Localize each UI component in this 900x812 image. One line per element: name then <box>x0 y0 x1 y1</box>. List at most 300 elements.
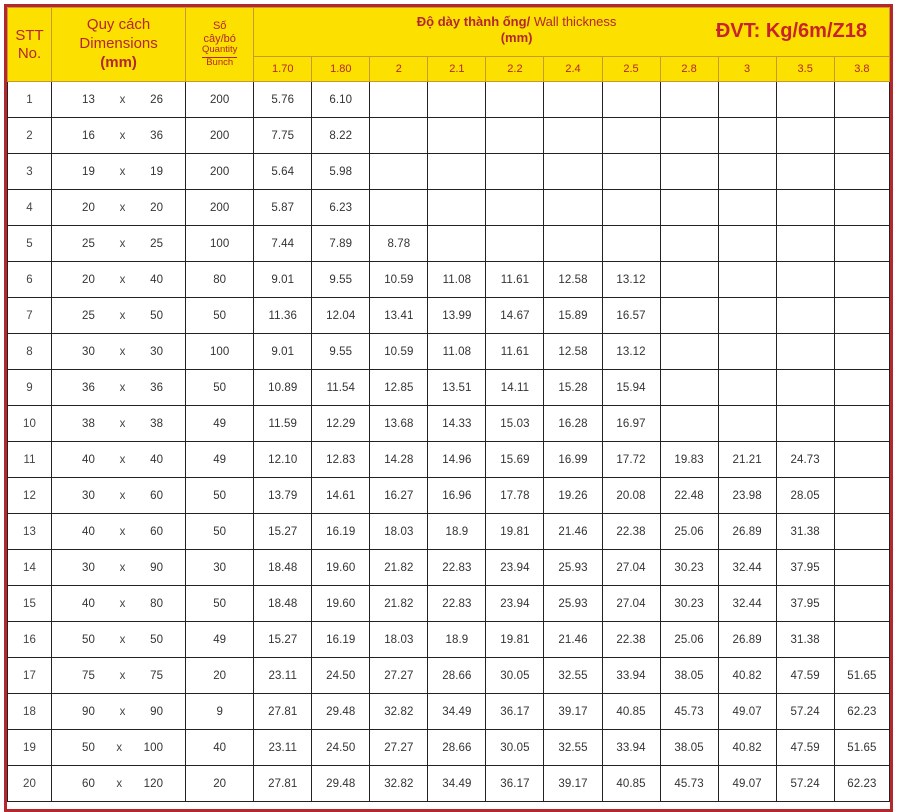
weight-cell <box>660 118 718 154</box>
weight-cell <box>834 118 889 154</box>
row-dimensions <box>52 442 186 478</box>
weight-cell: 24.50 <box>312 658 370 694</box>
weight-cell: 11.61 <box>486 262 544 298</box>
dim-separator: x <box>119 561 126 574</box>
weight-cell: 23.98 <box>718 478 776 514</box>
dim-a: 30 <box>82 561 96 574</box>
row-quantity: 20 <box>186 766 254 802</box>
weight-cell: 22.48 <box>660 478 718 514</box>
weight-cell <box>544 82 602 118</box>
row-dimensions <box>52 370 186 406</box>
weight-cell <box>486 82 544 118</box>
weight-cell <box>718 82 776 118</box>
dim-a: 30 <box>82 489 96 502</box>
row-number: 19 <box>8 730 52 766</box>
dim-a: 50 <box>82 741 96 754</box>
weight-cell: 39.17 <box>544 766 602 802</box>
table-header <box>8 8 890 82</box>
weight-cell: 11.61 <box>486 334 544 370</box>
weight-cell: 12.04 <box>312 298 370 334</box>
dim-separator: x <box>119 705 126 718</box>
weight-cell: 12.85 <box>370 370 428 406</box>
weight-cell: 22.83 <box>428 550 486 586</box>
weight-cell <box>370 118 428 154</box>
weight-cell: 15.69 <box>486 442 544 478</box>
table-row <box>8 118 890 154</box>
dim-b: 100 <box>143 741 164 754</box>
weight-cell <box>602 190 660 226</box>
weight-cell <box>428 154 486 190</box>
weight-cell: 13.12 <box>602 262 660 298</box>
weight-cell: 13.99 <box>428 298 486 334</box>
weight-cell: 14.11 <box>486 370 544 406</box>
stt-label: STT <box>15 26 44 44</box>
weight-cell <box>776 118 834 154</box>
dim-separator: x <box>119 165 126 178</box>
weight-cell <box>834 82 889 118</box>
weight-cell: 26.89 <box>718 622 776 658</box>
row-quantity: 49 <box>186 622 254 658</box>
weight-cell: 19.60 <box>312 586 370 622</box>
dim-a: 19 <box>82 165 96 178</box>
dim-separator: x <box>119 273 126 286</box>
weight-cell: 14.96 <box>428 442 486 478</box>
weight-cell <box>834 406 889 442</box>
table-row <box>8 334 890 370</box>
weight-cell: 62.23 <box>834 694 889 730</box>
dim-a: 25 <box>82 237 96 250</box>
row-quantity: 49 <box>186 406 254 442</box>
weight-cell <box>544 190 602 226</box>
weight-cell: 27.81 <box>254 766 312 802</box>
dim-b: 36 <box>150 381 164 394</box>
weight-cell: 7.89 <box>312 226 370 262</box>
weight-cell: 57.24 <box>776 766 834 802</box>
weight-cell <box>718 190 776 226</box>
thickness-header: 1.80 <box>312 57 370 82</box>
weight-cell <box>718 154 776 190</box>
dim-a: 25 <box>82 309 96 322</box>
weight-cell <box>660 154 718 190</box>
dim-separator: x <box>119 201 126 214</box>
weight-cell: 32.44 <box>718 550 776 586</box>
row-quantity: 50 <box>186 586 254 622</box>
weight-cell: 16.19 <box>312 514 370 550</box>
dim-separator: x <box>119 345 126 358</box>
table-row <box>8 406 890 442</box>
dim-unit: (mm) <box>100 53 137 71</box>
dim-separator: x <box>119 237 126 250</box>
row-quantity: 50 <box>186 514 254 550</box>
weight-cell <box>660 190 718 226</box>
weight-cell: 40.82 <box>718 658 776 694</box>
weight-cell: 8.22 <box>312 118 370 154</box>
weight-cell: 30.23 <box>660 550 718 586</box>
weight-cell <box>660 370 718 406</box>
weight-cell <box>834 370 889 406</box>
row-number: 5 <box>8 226 52 262</box>
weight-cell: 17.78 <box>486 478 544 514</box>
weight-cell: 40.85 <box>602 766 660 802</box>
weight-cell <box>660 226 718 262</box>
weight-cell: 57.24 <box>776 694 834 730</box>
table-body <box>8 82 890 802</box>
row-number: 14 <box>8 550 52 586</box>
weight-cell: 37.95 <box>776 586 834 622</box>
row-quantity: 40 <box>186 730 254 766</box>
table-row <box>8 298 890 334</box>
dim-a: 38 <box>82 417 96 430</box>
weight-cell: 27.81 <box>254 694 312 730</box>
weight-cell: 34.49 <box>428 694 486 730</box>
weight-cell <box>834 622 889 658</box>
no-label: No. <box>17 44 42 62</box>
weight-cell <box>370 190 428 226</box>
weight-cell <box>602 118 660 154</box>
row-quantity: 30 <box>186 550 254 586</box>
weight-cell <box>834 550 889 586</box>
weight-cell: 33.94 <box>602 658 660 694</box>
table-row <box>8 550 890 586</box>
weight-cell: 5.64 <box>254 154 312 190</box>
weight-cell <box>718 118 776 154</box>
dim-separator: x <box>119 597 126 610</box>
weight-cell: 13.79 <box>254 478 312 514</box>
weight-cell <box>486 118 544 154</box>
weight-cell: 62.23 <box>834 766 889 802</box>
thickness-header: 2 <box>370 57 428 82</box>
header-dimensions <box>52 8 186 82</box>
weight-cell <box>776 262 834 298</box>
weight-cell: 5.87 <box>254 190 312 226</box>
weight-cell: 27.04 <box>602 550 660 586</box>
dim-b: 30 <box>150 345 164 358</box>
weight-cell: 13.68 <box>370 406 428 442</box>
row-number: 6 <box>8 262 52 298</box>
row-quantity: 9 <box>186 694 254 730</box>
weight-cell <box>834 190 889 226</box>
thickness-header: 3.8 <box>834 57 889 82</box>
weight-cell: 49.07 <box>718 694 776 730</box>
dim-b: 40 <box>150 273 164 286</box>
table-row <box>8 82 890 118</box>
weight-cell <box>370 154 428 190</box>
weight-cell: 24.50 <box>312 730 370 766</box>
table-row <box>8 478 890 514</box>
weight-cell <box>776 82 834 118</box>
dim-a: 20 <box>82 273 96 286</box>
weight-cell <box>834 514 889 550</box>
weight-cell: 25.06 <box>660 514 718 550</box>
weight-cell <box>544 154 602 190</box>
weight-cell: 16.19 <box>312 622 370 658</box>
weight-cell: 32.55 <box>544 658 602 694</box>
weight-cell: 28.66 <box>428 730 486 766</box>
weight-cell <box>660 82 718 118</box>
weight-cell: 34.49 <box>428 766 486 802</box>
table-row <box>8 622 890 658</box>
table-row <box>8 262 890 298</box>
dim-separator: x <box>116 741 123 754</box>
weight-cell <box>428 118 486 154</box>
qty-label-3: Quantity <box>202 45 237 58</box>
table-row <box>8 658 890 694</box>
dim-b: 20 <box>150 201 164 214</box>
weight-cell: 19.81 <box>486 514 544 550</box>
weight-cell: 33.94 <box>602 730 660 766</box>
weight-cell <box>602 226 660 262</box>
weight-cell: 23.94 <box>486 586 544 622</box>
weight-cell: 32.44 <box>718 586 776 622</box>
weight-cell: 18.9 <box>428 514 486 550</box>
row-dimensions <box>52 190 186 226</box>
dim-a: 36 <box>82 381 96 394</box>
weight-cell <box>718 298 776 334</box>
weight-cell: 7.44 <box>254 226 312 262</box>
weight-cell: 22.38 <box>602 514 660 550</box>
weight-cell: 38.05 <box>660 730 718 766</box>
weight-cell <box>776 226 834 262</box>
dim-separator: x <box>119 525 126 538</box>
weight-cell: 13.51 <box>428 370 486 406</box>
dim-separator: x <box>119 309 126 322</box>
weight-cell: 28.66 <box>428 658 486 694</box>
weight-cell: 15.94 <box>602 370 660 406</box>
thickness-header: 3.5 <box>776 57 834 82</box>
weight-cell <box>486 226 544 262</box>
weight-cell <box>602 82 660 118</box>
weight-cell: 10.89 <box>254 370 312 406</box>
weight-cell <box>776 190 834 226</box>
weight-cell <box>776 370 834 406</box>
thickness-header: 1.70 <box>254 57 312 82</box>
table-row <box>8 586 890 622</box>
weight-cell: 23.94 <box>486 550 544 586</box>
dim-a: 50 <box>82 633 96 646</box>
weight-cell: 26.89 <box>718 514 776 550</box>
dim-b: 80 <box>150 597 164 610</box>
weight-cell <box>834 154 889 190</box>
weight-cell: 11.08 <box>428 334 486 370</box>
weight-cell: 5.98 <box>312 154 370 190</box>
weight-cell: 38.05 <box>660 658 718 694</box>
weight-cell: 12.10 <box>254 442 312 478</box>
weight-cell: 15.89 <box>544 298 602 334</box>
weight-cell: 32.82 <box>370 694 428 730</box>
weight-cell <box>776 334 834 370</box>
dim-separator: x <box>119 417 126 430</box>
row-quantity: 50 <box>186 478 254 514</box>
dim-b: 19 <box>150 165 164 178</box>
weight-cell <box>718 334 776 370</box>
weight-cell: 29.48 <box>312 766 370 802</box>
weight-cell: 24.73 <box>776 442 834 478</box>
weight-cell: 12.58 <box>544 262 602 298</box>
weight-cell: 14.33 <box>428 406 486 442</box>
dim-b: 50 <box>150 633 164 646</box>
weight-cell: 19.83 <box>660 442 718 478</box>
weight-cell: 18.48 <box>254 550 312 586</box>
dim-separator: x <box>119 93 126 106</box>
weight-cell <box>486 154 544 190</box>
dim-b: 25 <box>150 237 164 250</box>
dim-separator: x <box>119 129 126 142</box>
weight-cell: 22.83 <box>428 586 486 622</box>
weight-cell: 18.9 <box>428 622 486 658</box>
row-dimensions <box>52 154 186 190</box>
weight-cell: 13.12 <box>602 334 660 370</box>
dim-b: 38 <box>150 417 164 430</box>
weight-cell: 9.55 <box>312 334 370 370</box>
dim-a: 40 <box>82 525 96 538</box>
weight-cell: 49.07 <box>718 766 776 802</box>
row-dimensions <box>52 262 186 298</box>
thickness-header: 2.4 <box>544 57 602 82</box>
weight-cell: 21.21 <box>718 442 776 478</box>
header-stt <box>8 8 52 82</box>
weight-cell <box>370 82 428 118</box>
weight-cell: 15.28 <box>544 370 602 406</box>
row-number: 15 <box>8 586 52 622</box>
weight-cell: 23.11 <box>254 658 312 694</box>
thick-label-en: Wall thickness <box>533 14 617 29</box>
dim-b: 40 <box>150 453 164 466</box>
row-number: 18 <box>8 694 52 730</box>
weight-cell: 29.48 <box>312 694 370 730</box>
table-row <box>8 766 890 802</box>
dim-separator: x <box>119 453 126 466</box>
dim-separator: x <box>119 669 126 682</box>
weight-cell: 19.26 <box>544 478 602 514</box>
row-quantity: 100 <box>186 334 254 370</box>
weight-cell <box>834 334 889 370</box>
table-row <box>8 442 890 478</box>
weight-cell: 36.17 <box>486 766 544 802</box>
dim-separator: x <box>119 633 126 646</box>
thick-unit: (mm) <box>500 29 533 45</box>
weight-cell <box>718 406 776 442</box>
weight-cell: 16.97 <box>602 406 660 442</box>
thickness-header: 2.1 <box>428 57 486 82</box>
weight-cell <box>660 298 718 334</box>
row-dimensions <box>52 298 186 334</box>
dim-a: 40 <box>82 453 96 466</box>
dim-b: 90 <box>150 705 164 718</box>
weight-cell: 32.55 <box>544 730 602 766</box>
row-quantity: 200 <box>186 82 254 118</box>
weight-cell: 14.28 <box>370 442 428 478</box>
steel-tube-weight-table <box>7 7 890 802</box>
weight-cell <box>834 586 889 622</box>
weight-cell: 16.57 <box>602 298 660 334</box>
weight-cell: 14.61 <box>312 478 370 514</box>
thickness-header: 2.5 <box>602 57 660 82</box>
weight-cell: 10.59 <box>370 262 428 298</box>
weight-cell: 8.78 <box>370 226 428 262</box>
weight-cell: 27.27 <box>370 658 428 694</box>
table-row <box>8 226 890 262</box>
weight-cell: 9.01 <box>254 334 312 370</box>
dim-a: 40 <box>82 597 96 610</box>
weight-cell <box>834 442 889 478</box>
weight-cell: 37.95 <box>776 550 834 586</box>
row-number: 7 <box>8 298 52 334</box>
dim-a: 20 <box>82 201 96 214</box>
weight-cell: 12.83 <box>312 442 370 478</box>
weight-cell: 19.81 <box>486 622 544 658</box>
row-number: 13 <box>8 514 52 550</box>
table-row <box>8 370 890 406</box>
row-dimensions <box>52 694 186 730</box>
row-quantity: 49 <box>186 442 254 478</box>
weight-cell: 17.72 <box>602 442 660 478</box>
row-quantity: 20 <box>186 658 254 694</box>
dim-separator: x <box>119 381 126 394</box>
row-dimensions <box>52 622 186 658</box>
weight-cell: 16.28 <box>544 406 602 442</box>
row-quantity: 200 <box>186 118 254 154</box>
spec-table-frame <box>4 4 893 812</box>
weight-cell: 47.59 <box>776 730 834 766</box>
dim-b: 50 <box>150 309 164 322</box>
weight-cell: 18.03 <box>370 514 428 550</box>
table-row <box>8 694 890 730</box>
weight-cell: 31.38 <box>776 622 834 658</box>
weight-cell <box>718 370 776 406</box>
weight-cell <box>834 226 889 262</box>
row-number: 16 <box>8 622 52 658</box>
row-number: 12 <box>8 478 52 514</box>
weight-cell: 39.17 <box>544 694 602 730</box>
weight-cell: 16.99 <box>544 442 602 478</box>
header-wall-thickness <box>254 8 890 57</box>
row-number: 11 <box>8 442 52 478</box>
dim-b: 75 <box>150 669 164 682</box>
weight-cell: 23.11 <box>254 730 312 766</box>
weight-cell: 27.04 <box>602 586 660 622</box>
row-quantity: 200 <box>186 190 254 226</box>
row-dimensions <box>52 730 186 766</box>
row-number: 10 <box>8 406 52 442</box>
weight-cell: 9.55 <box>312 262 370 298</box>
unit-label: ĐVT: Kg/6m/Z18 <box>715 20 867 42</box>
weight-cell: 20.08 <box>602 478 660 514</box>
qty-label-2: cây/bó <box>203 32 236 45</box>
weight-cell <box>718 226 776 262</box>
qty-label-1: Số <box>212 19 227 32</box>
weight-cell: 51.65 <box>834 658 889 694</box>
dim-label-vi: Quy cách <box>86 16 151 34</box>
weight-cell: 21.46 <box>544 514 602 550</box>
weight-cell: 36.17 <box>486 694 544 730</box>
row-dimensions <box>52 226 186 262</box>
weight-cell <box>544 226 602 262</box>
row-dimensions <box>52 118 186 154</box>
dim-b: 120 <box>143 777 164 790</box>
weight-cell <box>428 82 486 118</box>
weight-cell <box>776 154 834 190</box>
weight-cell: 11.36 <box>254 298 312 334</box>
row-quantity: 50 <box>186 298 254 334</box>
weight-cell: 11.08 <box>428 262 486 298</box>
weight-cell <box>776 406 834 442</box>
weight-cell: 6.10 <box>312 82 370 118</box>
dim-a: 60 <box>82 777 96 790</box>
weight-cell: 21.46 <box>544 622 602 658</box>
weight-cell: 45.73 <box>660 766 718 802</box>
dim-label-en: Dimensions <box>79 35 158 53</box>
table-row <box>8 514 890 550</box>
